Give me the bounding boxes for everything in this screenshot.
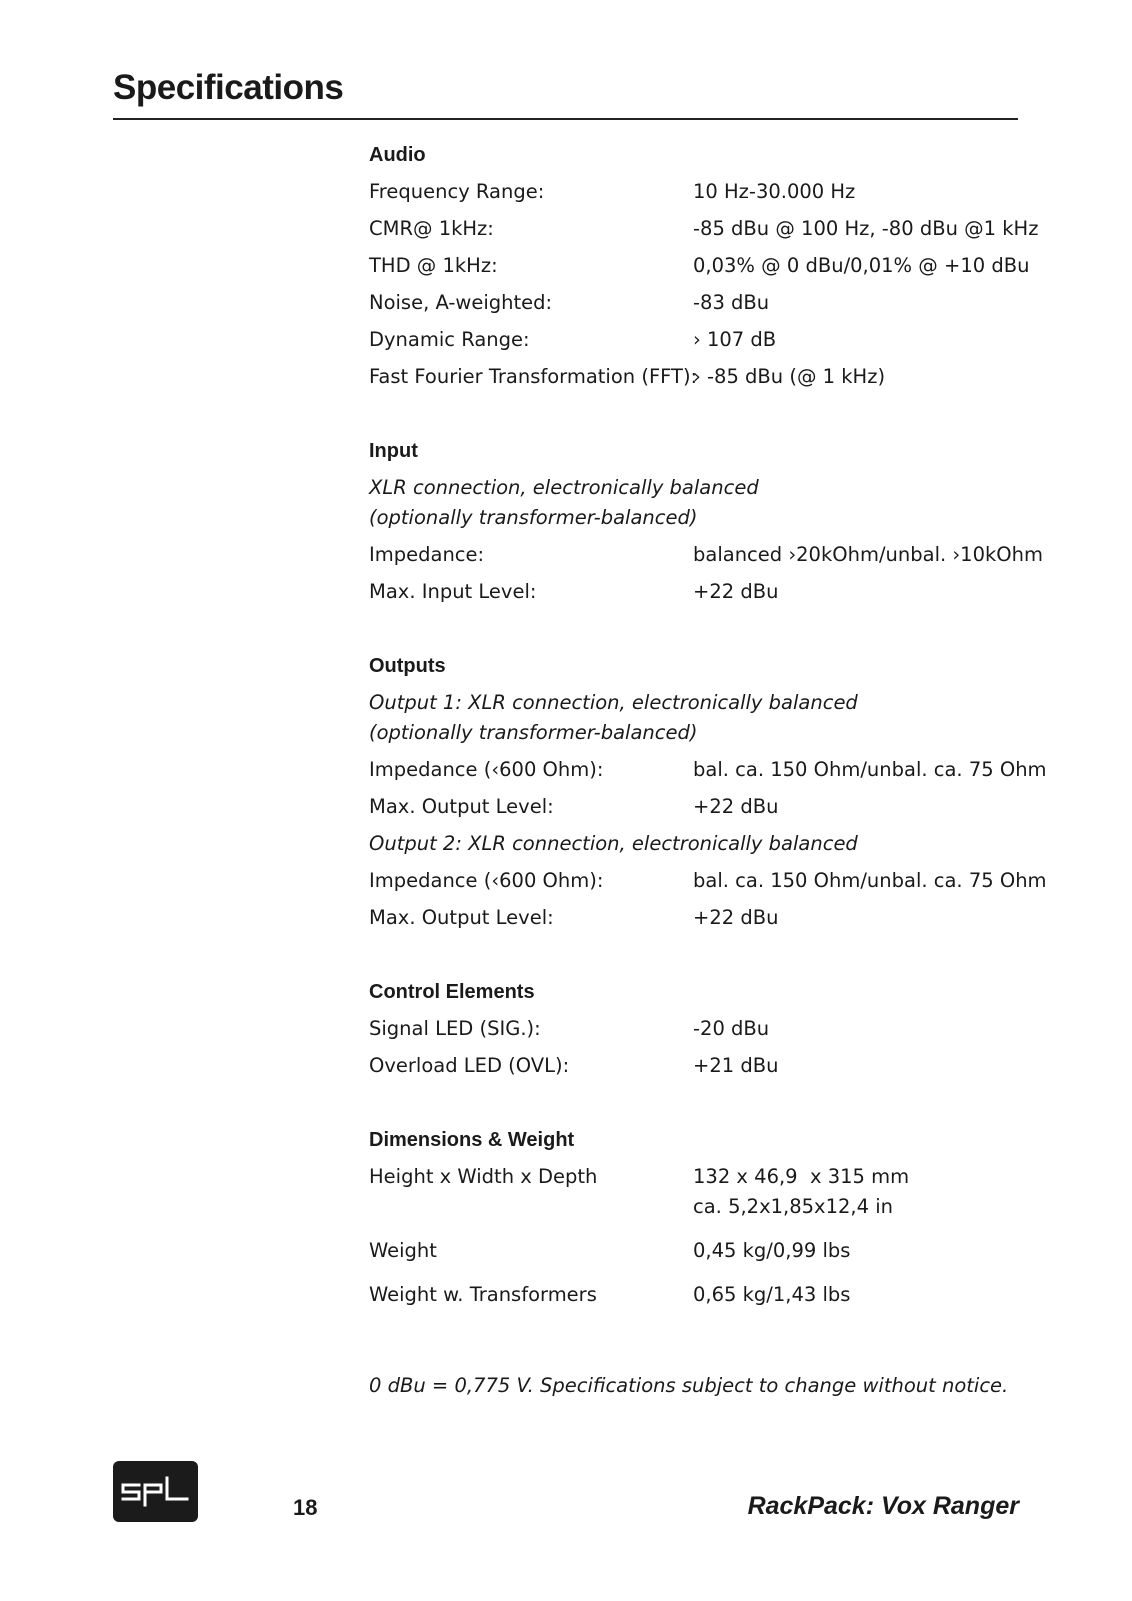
- spec-value: 0,03% @ 0 dBu/0,01% @ +10 dBu: [693, 254, 1030, 277]
- spec-row: [369, 214, 1039, 244]
- connection-note: (optionally transformer-balanced): [369, 506, 698, 529]
- spec-label: Dynamic Range:: [369, 328, 530, 351]
- product-name: RackPack: Vox Ranger: [747, 1492, 1019, 1520]
- section-outputs: [369, 651, 1047, 933]
- spec-label: Noise, A-weighted:: [369, 291, 553, 314]
- spec-row: [369, 1280, 1019, 1310]
- spl-logo: [113, 1461, 198, 1522]
- connection-note: Output 1: XLR connection, electronically balanced: [369, 691, 858, 714]
- spec-row: [369, 540, 1043, 570]
- page-number: 18: [293, 1495, 318, 1520]
- spec-value: +22 dBu: [693, 580, 779, 603]
- spec-value: -85 dBu @ 100 Hz, -80 dBu @1 kHz: [693, 217, 1039, 240]
- spec-value: bal. ca. 150 Ohm/unbal. ca. 75 Ohm: [693, 758, 1047, 781]
- spec-value: +21 dBu: [693, 1054, 779, 1077]
- connection-note: XLR connection, electronically balanced: [369, 476, 759, 499]
- section-audio: [369, 140, 1039, 392]
- section-heading: Control Elements: [369, 981, 535, 1003]
- section-heading: Input: [369, 440, 418, 462]
- section-control-elements: [369, 977, 1019, 1081]
- spec-label: Impedance (‹600 Ohm):: [369, 869, 604, 892]
- spec-value: 0,45 kg/0,99 lbs: [693, 1239, 851, 1262]
- spec-label: Impedance:: [369, 543, 485, 566]
- spec-value: › 107 dB: [693, 328, 777, 351]
- spec-label: Impedance (‹600 Ohm):: [369, 758, 604, 781]
- spec-row: [369, 792, 1019, 822]
- spec-value: bal. ca. 150 Ohm/unbal. ca. 75 Ohm: [693, 869, 1047, 892]
- spec-value: -83 dBu: [693, 291, 770, 314]
- spec-label: Frequency Range:: [369, 180, 545, 203]
- spec-label: Weight w. Transformers: [369, 1283, 597, 1306]
- section-heading: Outputs: [369, 655, 446, 677]
- section-heading: Audio: [369, 144, 426, 166]
- spec-row: [369, 577, 1019, 607]
- spec-row: [369, 177, 1019, 207]
- spec-body: [369, 140, 1047, 1354]
- spec-row: [369, 903, 1019, 933]
- spec-row: [369, 325, 1019, 355]
- spec-row: [369, 1051, 1019, 1081]
- spec-row: [369, 755, 1047, 785]
- connection-note: Output 2: XLR connection, electronically balanced: [369, 832, 858, 855]
- spec-value: [693, 1162, 1019, 1222]
- spec-label: Overload LED (OVL):: [369, 1054, 570, 1077]
- spec-row: [369, 288, 1019, 318]
- spec-label: CMR@ 1kHz:: [369, 217, 494, 240]
- spec-row: [369, 1162, 1019, 1222]
- spec-value: 10 Hz-30.000 Hz: [693, 180, 856, 203]
- page-title: Specifications: [113, 68, 344, 107]
- spec-label: Height x Width x Depth: [369, 1165, 598, 1188]
- section-heading: Dimensions & Weight: [369, 1129, 575, 1151]
- spec-value: +22 dBu: [693, 906, 779, 929]
- spec-label: Max. Input Level:: [369, 580, 537, 603]
- spl-logo-mark: [113, 1461, 198, 1522]
- spec-label: Max. Output Level:: [369, 906, 554, 929]
- spec-row: [369, 1014, 1019, 1044]
- spec-value: +22 dBu: [693, 795, 779, 818]
- spec-row: [369, 1236, 1019, 1266]
- spec-label: THD @ 1kHz:: [369, 254, 498, 277]
- connection-note: (optionally transformer-balanced): [369, 721, 698, 744]
- section-dimensions-weight: [369, 1125, 1019, 1310]
- spec-row: [369, 362, 1019, 392]
- size-mm: 132 x 46,9 x 315 mm: [693, 1165, 910, 1188]
- spec-value: 0,65 kg/1,43 lbs: [693, 1283, 851, 1306]
- spec-label: Max. Output Level:: [369, 795, 554, 818]
- spec-label: Signal LED (SIG.):: [369, 1017, 541, 1040]
- section-input: [369, 436, 1043, 607]
- spec-label: Fast Fourier Transformation (FFT):: [369, 365, 698, 388]
- spec-row: [369, 866, 1047, 896]
- spec-value: -20 dBu: [693, 1017, 770, 1040]
- spec-value: › -85 dBu (@ 1 kHz): [693, 365, 886, 388]
- spec-label: Weight: [369, 1239, 437, 1262]
- title-divider: [113, 118, 1018, 120]
- size-in: ca. 5,2x1,85x12,4 in: [693, 1195, 893, 1218]
- spec-value: balanced ›20kOhm/unbal. ›10kOhm: [693, 543, 1043, 566]
- spec-row: [369, 251, 1030, 281]
- footnote: 0 dBu = 0,775 V. Specifications subject to change without notice.: [369, 1374, 1009, 1397]
